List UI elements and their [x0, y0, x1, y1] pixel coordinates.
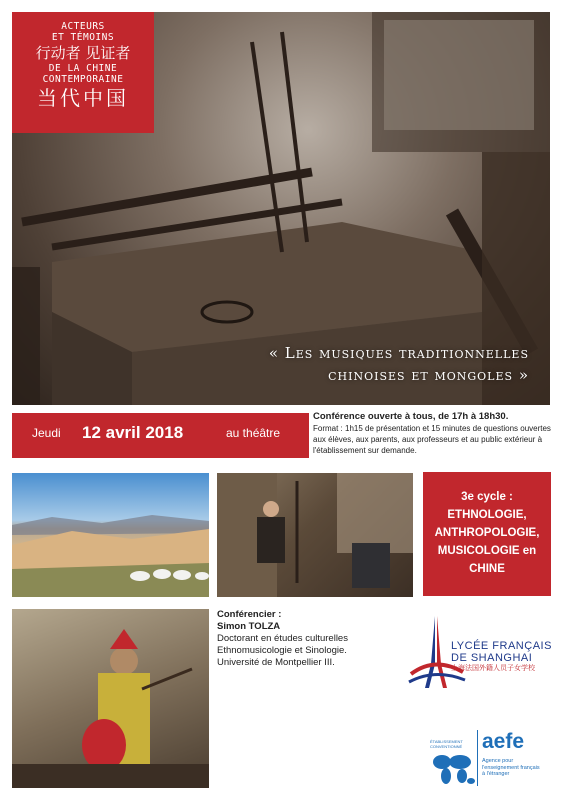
- aefe-logo: [430, 726, 555, 790]
- cycle-line-2: ETHNOLOGIE,: [447, 509, 527, 521]
- lfs-line-chinese: 上海法国外籍人员子女学校: [451, 665, 535, 672]
- lfs-line-2: DE SHANGHAI: [451, 652, 533, 664]
- aefe-sub-line-2: l'enseignement français: [482, 764, 540, 771]
- speaker-line-3: Université de Montpellier III.: [217, 657, 335, 668]
- series-line-2: ET TÉMOINS: [51, 32, 115, 43]
- musician-photo: [217, 473, 413, 597]
- aefe-sub-line-3: à l'étranger: [482, 771, 510, 777]
- cycle-line-3: ANTHROPOLOGIE,: [434, 527, 540, 539]
- series-line-chinese-1: 行动者 见证者: [35, 44, 131, 62]
- conference-heading: Conférence ouverte à tous, de 17h à 18h30.: [313, 411, 509, 422]
- date-band: [12, 413, 309, 458]
- musician-illustration: [217, 473, 413, 597]
- conference-format: Format : 1h15 de présentation et 15 minutes de questions ouvertes aux élèves, aux parents, aux professeurs et au public extérieur à l'établissement sur demande.: [313, 424, 551, 455]
- performer-illustration: [12, 609, 209, 788]
- speaker-line-2: Ethnomusicologie et Sinologie.: [217, 645, 347, 656]
- series-line-4: DE LA CHINE: [48, 63, 118, 74]
- conference-info: [313, 411, 551, 456]
- series-line-1: ACTEURS: [61, 21, 105, 32]
- cycle-box: [423, 472, 551, 596]
- date-day: Jeudi: [32, 426, 61, 440]
- aefe-caption-line-1: ÉTABLISSEMENT: [430, 739, 463, 744]
- world-map-icon: [430, 748, 476, 788]
- desert-illustration: [12, 473, 209, 597]
- cycle-line-4: MUSICOLOGIE en: [437, 545, 537, 557]
- series-title-box: [12, 12, 154, 133]
- aefe-divider: [477, 730, 478, 786]
- series-line-5: CONTEMPORAINE: [42, 74, 124, 85]
- speaker-info: [217, 609, 417, 669]
- aefe-sub-line-1: Agence pour: [482, 758, 514, 764]
- series-line-chinese-2: 当代中国: [37, 86, 129, 110]
- date-place: au théâtre: [226, 426, 281, 440]
- aefe-subtitle: [482, 758, 552, 778]
- cycle-line-1: 3e cycle :: [461, 491, 513, 503]
- conference-title: [269, 342, 529, 386]
- performer-photo: [12, 609, 209, 788]
- cycle-line-5: CHINE: [469, 563, 505, 575]
- speaker-line-1: Doctorant en études culturelles: [217, 633, 348, 644]
- aefe-brand: aefe: [482, 730, 525, 753]
- lfs-line-1: LYCÉE FRANÇAIS: [451, 640, 552, 652]
- aefe-caption-line-2: CONVENTIONNÉ: [430, 744, 463, 749]
- lfs-text: [451, 640, 552, 673]
- conference-title-line-1: « Les musiques traditionnelles: [268, 344, 529, 362]
- speaker-name: Simon TOLZA: [217, 621, 281, 632]
- date-value: 12 avril 2018: [82, 423, 184, 442]
- desert-photo: [12, 473, 209, 597]
- conference-title-line-2: chinoises et mongoles »: [328, 366, 529, 384]
- speaker-label: Conférencier :: [217, 609, 282, 620]
